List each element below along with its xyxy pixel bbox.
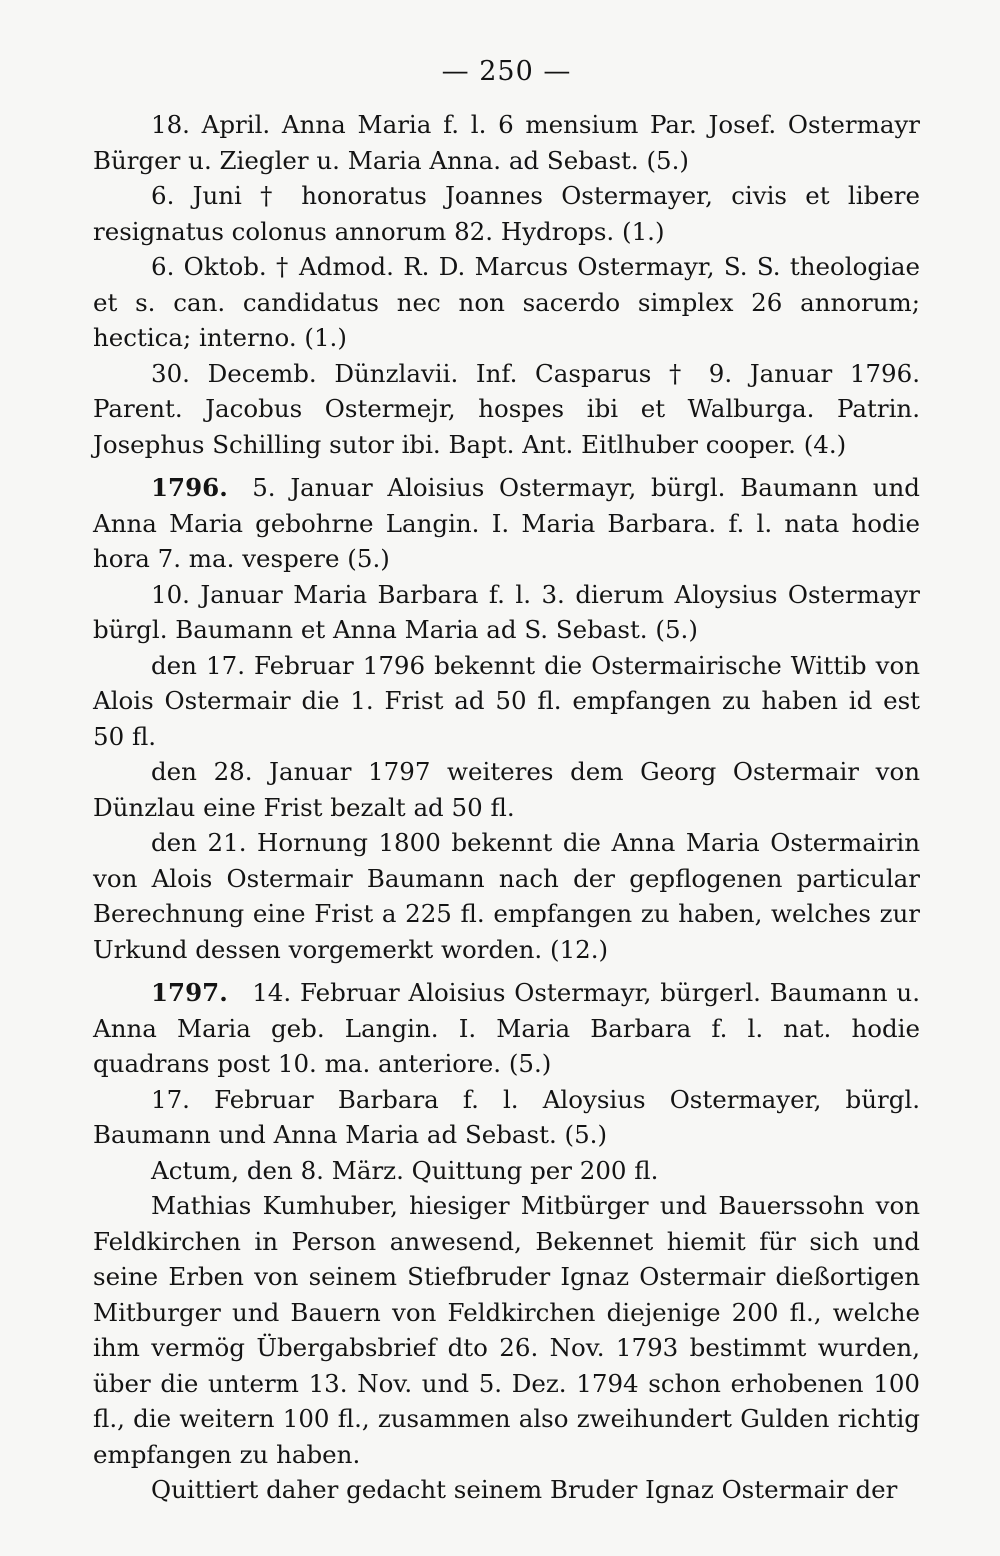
entry-text: den 21. Hornung 1800 bekennt die Anna Maria Ostermairin von Alois Ostermair Baumann nach der gepflogenen particular Berechnung eine Frist a 225 fl. empfangen zu haben, welches zur Urkund dessen vorgemerkt worden. (12.) [93, 828, 920, 964]
register-entry [93, 648, 920, 755]
register-entry [93, 1082, 920, 1153]
entry-text: 14. Februar Aloisius Ostermayr, bürgerl. Baumann u. Anna Maria geb. Langin. I. Maria Barbara f. l. nat. hodie quadrans post 10. ma. anteriore. (5.) [93, 978, 920, 1078]
entry-text: 18. April. Anna Maria f. l. 6 mensium Par. Josef. Ostermayr Bürger u. Ziegler u. Maria Anna. ad Sebast. (5.) [93, 110, 920, 175]
register-entries [93, 107, 920, 1508]
entry-text: 17. Februar Barbara f. l. Aloysius Ostermayer, bürgl. Baumann und Anna Maria ad Sebast. (5.) [93, 1084, 920, 1149]
year-heading: 1797. [151, 978, 228, 1007]
register-entry [93, 356, 920, 463]
register-entry [93, 754, 920, 825]
entry-text: 6. Oktob. † Admod. R. D. Marcus Ostermayr, S. S. theologiae et s. can. candidatus nec non sacerdo simplex 26 annorum; hectica; interno. (1.) [93, 252, 920, 352]
entry-text: Actum, den 8. März. Quittung per 200 fl. [151, 1155, 659, 1185]
register-entry [93, 577, 920, 648]
register-entry [93, 178, 920, 249]
register-entry [93, 1153, 920, 1189]
entry-text: den 17. Februar 1796 bekennt die Ostermairische Wittib von Alois Ostermair die 1. Frist ad 50 fl. empfangen zu haben id est 50 fl. [93, 650, 920, 751]
page-number: — 250 — [441, 56, 572, 87]
entry-text: 10. Januar Maria Barbara f. l. 3. dierum Aloysius Ostermayr bürgl. Baumann et Anna Maria ad S. Sebast. (5.) [93, 579, 920, 644]
register-entry [93, 825, 920, 967]
entry-text: den 28. Januar 1797 weiteres dem Georg Ostermair von Dünzlau eine Frist bezalt ad 50 fl. [93, 757, 920, 822]
entry-text: 5. Januar Aloisius Ostermayr, bürgl. Baumann und Anna Maria gebohrne Langin. I. Maria Barbara. f. l. nata hodie hora 7. ma. vespere (5.) [93, 473, 920, 573]
register-entry [93, 1188, 920, 1472]
entry-text: Mathias Kumhuber, hiesiger Mitbürger und Bauerssohn von Feldkirchen in Person anwesend, Bekennet hiemit für sich und seine Erben von seinem Stiefbruder Ignaz Ostermair dießortigen Mitburger und Bauern von Feldkirchen diejenige 200 fl., welche ihm vermög Übergabsbrief dto 26. Nov. 1793 bestimmt wurden, über die unterm 13. Nov. und 5. Dez. 1794 schon erhobenen 100 fl., die weitern 100 fl., zusammen also zweihundert Gulden richtig empfangen zu haben. [93, 1191, 920, 1469]
entry-text: 30. Decemb. Dünzlavii. Inf. Casparus † 9. Januar 1796. Parent. Jacobus Ostermejr, hospes ibi et Walburga. Patrin. Josephus Schilling sutor ibi. Bapt. Ant. Eitlhuber cooper. (4.) [93, 358, 920, 459]
register-entry [93, 249, 920, 356]
register-entry [93, 975, 920, 1082]
register-entry [93, 1472, 920, 1508]
entry-text: Quittiert daher gedacht seinem Bruder Ignaz Ostermair der [151, 1475, 898, 1504]
entry-text: 6. Juni † honoratus Joannes Ostermayer, civis et libere resignatus colonus annorum 82. Hydrops. (1.) [93, 181, 920, 246]
register-entry [93, 470, 920, 577]
register-entry [93, 107, 920, 178]
year-heading: 1796. [151, 473, 228, 502]
